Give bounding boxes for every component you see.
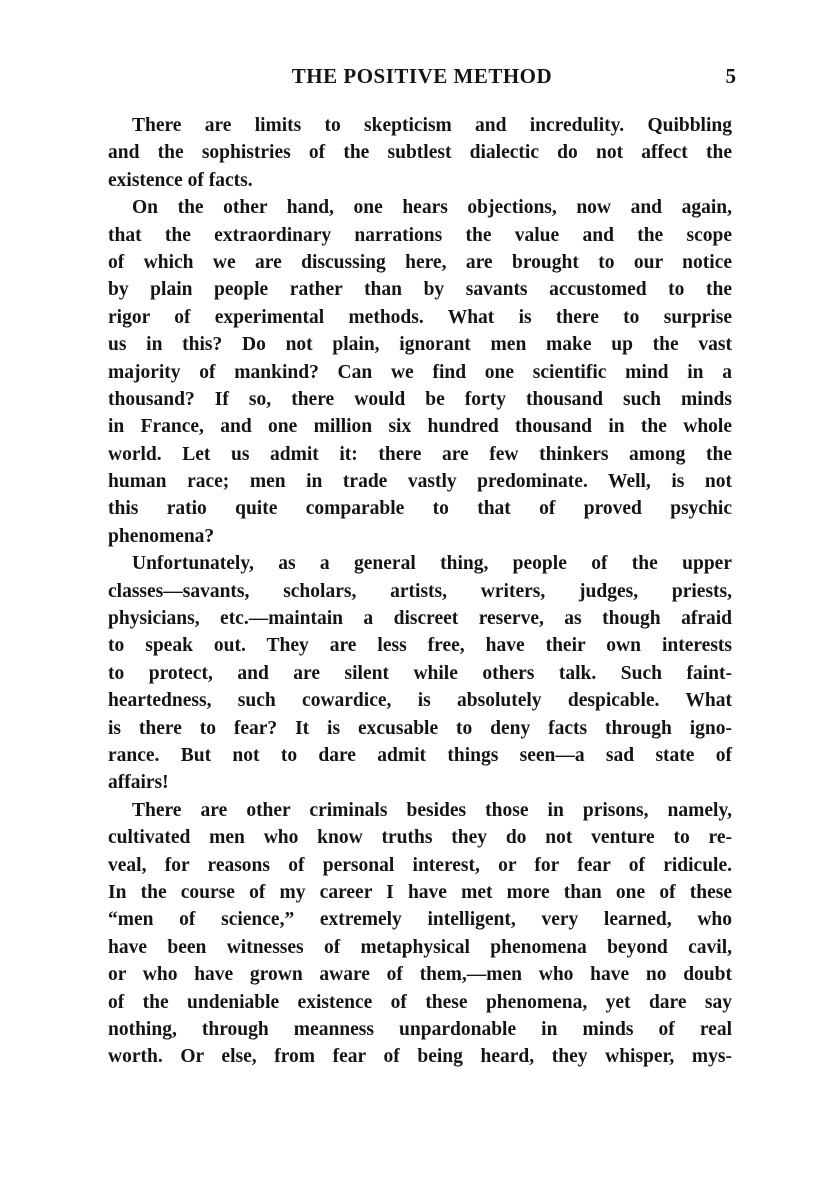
text-line: to protect, and are silent while others talk. Such faint- [108,662,732,684]
text-line: and the sophistries of the subtlest dialectic do not affect the [108,142,732,164]
text-line: of which we are discussing here, are brought to our notice [108,251,732,273]
text-line: veal, for reasons of personal interest, or for fear of ridicule. [108,854,732,876]
text-line: Unfortunately, as a general thing, people of the upper [132,553,732,575]
text-line: nothing, through meanness unpardonable in minds of real [108,1018,732,1040]
text-line: worth. Or else, from fear of being heard, they whisper, mys- [108,1046,732,1068]
text-line: phenomena? [108,525,215,547]
page-header [108,64,736,94]
text-line: On the other hand, one hears objections, now and again, [132,197,732,219]
text-line: of the undeniable existence of these phenomena, yet dare say [108,991,732,1013]
text-line: There are limits to skepticism and incredulity. Quibbling [132,115,732,136]
text-line: in France, and one million six hundred thousand in the whole [108,416,732,438]
text-line: or who have grown aware of them,—men who have no doubt [108,964,732,986]
text-line: to speak out. They are less free, have their own interests [108,635,732,657]
text-line: world. Let us admit it: there are few thinkers among the [108,443,732,465]
text-line: human race; men in trade vastly predominate. Well, is not [108,471,732,493]
text-line: thousand? If so, there would be forty thousand such minds [108,388,732,410]
text-line: heartedness, such cowardice, is absolutely despicable. What [108,690,732,712]
page-number: 5 [725,64,736,88]
text-line: classes—savants, scholars, artists, writers, judges, priests, [108,580,732,602]
text-line: is there to fear? It is excusable to deny facts through igno- [108,717,732,739]
paragraph-4 [108,797,732,1071]
text-line: existence of facts. [108,169,253,191]
paragraph-1 [108,112,732,194]
paragraph-2 [108,194,732,550]
text-line: have been witnesses of metaphysical phenomena beyond cavil, [108,936,732,958]
text-line: by plain people rather than by savants accustomed to the [108,279,732,301]
text-line: cultivated men who know truths they do not venture to re- [108,827,732,849]
running-head: THE POSITIVE METHOD [291,64,553,88]
text-line: In the course of my career I have met more than one of these [108,881,732,903]
text-line: affairs! [108,772,169,794]
text-line: us in this? Do not plain, ignorant men make up the vast [108,334,732,356]
text-line: that the extraordinary narrations the value and the scope [108,224,732,246]
text-line: rigor of experimental methods. What is there to surprise [108,306,732,328]
body-text [108,112,732,1071]
text-line: “men of science,” extremely intelligent, very learned, who [108,909,732,931]
text-line: this ratio quite comparable to that of proved psychic [108,498,732,520]
text-line: physicians, etc.—maintain a discreet reserve, as though afraid [108,608,732,630]
text-line: rance. But not to dare admit things seen—a sad state of [108,744,732,766]
text-line: There are other criminals besides those in prisons, namely, [132,799,732,821]
text-line: majority of mankind? Can we find one scientific mind in a [108,361,732,383]
paragraph-3 [108,550,732,797]
